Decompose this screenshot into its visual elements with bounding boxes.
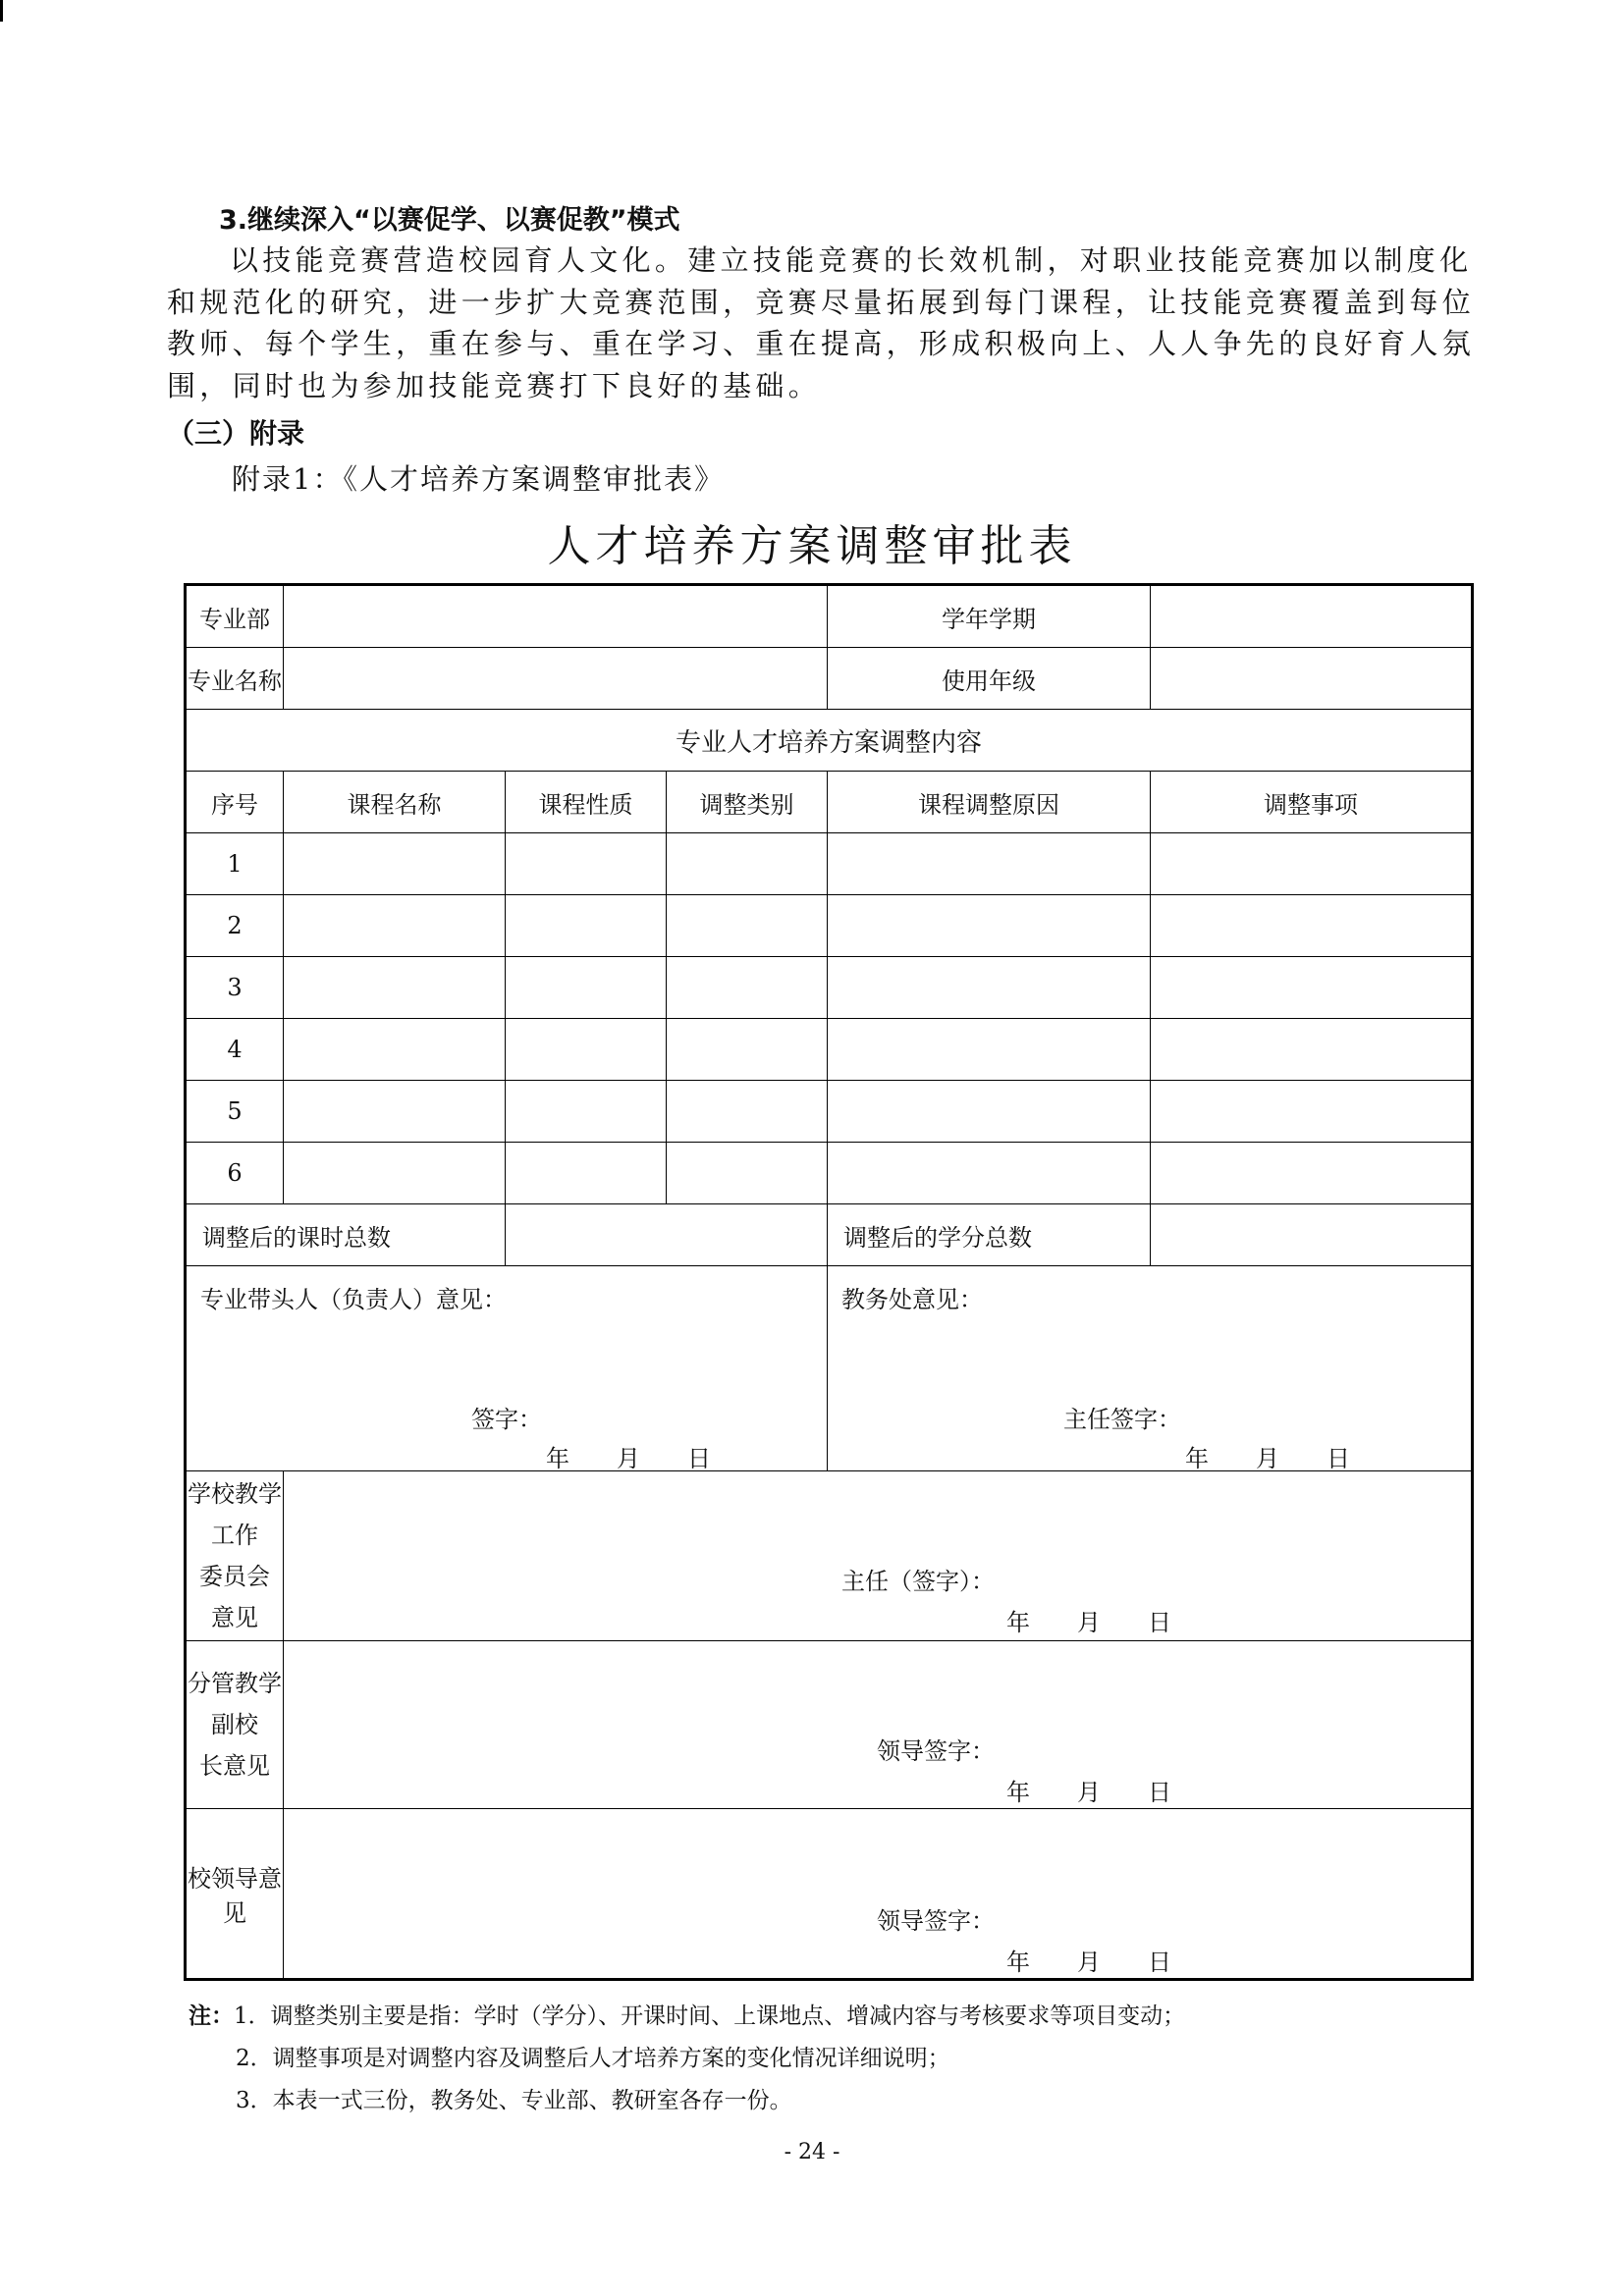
course-name-cell[interactable] [284, 1081, 506, 1143]
table-row [186, 833, 1473, 895]
dept-label-cell [186, 585, 284, 648]
table-row [186, 1143, 1473, 1204]
term-label-cell [828, 585, 1151, 648]
major-label-cell [186, 648, 284, 710]
grade-label: 使用年级 [942, 667, 1037, 695]
adjust-type-cell[interactable] [667, 1081, 828, 1143]
grade-label-cell [828, 648, 1151, 710]
vp-label-cell [186, 1641, 284, 1809]
committee-label-cell [186, 1471, 284, 1641]
row-number: 4 [186, 1019, 284, 1081]
row-number: 2 [186, 895, 284, 957]
dept-value-cell[interactable] [284, 585, 828, 648]
course-type-cell[interactable] [506, 1081, 667, 1143]
total-hours-label: 调整后的课时总数 [186, 1204, 506, 1266]
course-name-cell[interactable] [284, 957, 506, 1019]
reason-cell[interactable] [828, 1081, 1151, 1143]
item-cell[interactable] [1151, 895, 1473, 957]
item-cell[interactable] [1151, 1081, 1473, 1143]
paragraph-line: 教师、每个学生，重在参与、重在学习、重在提高，形成积极向上、人人争先的良好育人氛 [167, 327, 1476, 360]
note-item: 2．调整事项是对调整内容及调整后人才培养方案的变化情况详细说明； [236, 2046, 950, 2071]
item-cell[interactable] [1151, 1143, 1473, 1204]
item-cell[interactable] [1151, 1019, 1473, 1081]
course-type-cell[interactable] [506, 895, 667, 957]
body-paragraph [167, 240, 1488, 406]
adjust-type-cell[interactable] [667, 833, 828, 895]
committee-label-line: 意见 [211, 1604, 258, 1631]
school-leader-opinion-cell[interactable] [284, 1809, 1473, 1980]
leader-opinion-cell[interactable] [186, 1266, 828, 1471]
adjust-type-cell[interactable] [667, 1143, 828, 1204]
course-name-cell[interactable] [284, 895, 506, 957]
adjust-type-cell[interactable] [667, 957, 828, 1019]
reason-cell[interactable] [828, 895, 1151, 957]
note-item: 3．本表一式三份，教务处、专业部、教研室各存一份。 [236, 2088, 792, 2113]
course-type-cell[interactable] [506, 1019, 667, 1081]
committee-opinion-cell[interactable] [284, 1471, 1473, 1641]
committee-label-line: 委员会 [199, 1563, 270, 1590]
col-header: 调整事项 [1151, 772, 1473, 833]
school-leader-label: 校领导意见 [188, 1865, 282, 1927]
office-opinion-label: 教务处意见： [841, 1286, 984, 1313]
section-title: （三）附录 [167, 417, 305, 450]
date-label: 年 月 日 [1006, 1609, 1171, 1636]
paragraph-line: 以技能竞赛营造校园育人文化。建立技能竞赛的长效机制，对职业技能竞赛加以制度化 [230, 243, 1473, 277]
col-header: 课程性质 [506, 772, 667, 833]
col-header: 序号 [186, 772, 284, 833]
course-type-cell[interactable] [506, 957, 667, 1019]
subsection-heading: 3.继续深入“以赛促学、以赛促教”模式 [219, 205, 680, 236]
signature-label: 签字： [471, 1406, 542, 1433]
row-number: 5 [186, 1081, 284, 1143]
content-header: 专业人才培养方案调整内容 [676, 727, 983, 758]
table-row [186, 1081, 1473, 1143]
page-number: - 24 - [784, 2140, 840, 2164]
leader-signature-label: 领导签字： [877, 1737, 995, 1765]
adjust-type-cell[interactable] [667, 1019, 828, 1081]
term-value-cell[interactable] [1151, 585, 1473, 648]
total-credits-label: 调整后的学分总数 [828, 1204, 1151, 1266]
notes-prefix: 注： [189, 2003, 234, 2029]
item-cell[interactable] [1151, 833, 1473, 895]
paragraph-line: 围，同时也为参加技能竞赛打下良好的基础。 [167, 368, 822, 402]
reason-cell[interactable] [828, 957, 1151, 1019]
note-item: 1．调整类别主要是指：学时（学分）、开课时间、上课地点、增减内容与考核要求等项目变动； [234, 2003, 1186, 2029]
row-number: 6 [186, 1143, 284, 1204]
director-signature-label: 主任签字： [1063, 1406, 1182, 1433]
reason-cell[interactable] [828, 833, 1151, 895]
committee-label-line: 学校教学工作 [188, 1480, 282, 1549]
date-label: 年 月 日 [546, 1445, 711, 1472]
committee-signature-label: 主任（签字）： [841, 1568, 995, 1595]
reason-cell[interactable] [828, 1143, 1151, 1204]
paragraph-line: 和规范化的研究，进一步扩大竞赛范围，竞赛尽量拓展到每门课程，让技能竞赛覆盖到每位 [167, 285, 1476, 319]
row-number: 3 [186, 957, 284, 1019]
course-name-cell[interactable] [284, 833, 506, 895]
table-row [186, 895, 1473, 957]
table-row [186, 1019, 1473, 1081]
date-label: 年 月 日 [1006, 1949, 1171, 1976]
major-label: 专业名称 [188, 667, 282, 695]
vp-opinion-cell[interactable] [284, 1641, 1473, 1809]
appendix-line: 附录1：《人才培养方案调整审批表》 [232, 462, 725, 496]
office-opinion-cell[interactable] [828, 1266, 1473, 1471]
col-header: 课程调整原因 [828, 772, 1151, 833]
col-header: 调整类别 [667, 772, 828, 833]
course-type-cell[interactable] [506, 1143, 667, 1204]
table-row [186, 957, 1473, 1019]
dept-label: 专业部 [199, 605, 270, 633]
row-number: 1 [186, 833, 284, 895]
vp-label-line: 分管教学副校 [188, 1670, 282, 1738]
vp-label-line: 长意见 [199, 1752, 270, 1780]
term-label: 学年学期 [942, 605, 1037, 633]
date-label: 年 月 日 [1185, 1445, 1351, 1472]
item-cell[interactable] [1151, 957, 1473, 1019]
reason-cell[interactable] [828, 1019, 1151, 1081]
leader-signature-label: 领导签字： [877, 1907, 995, 1935]
major-value-cell[interactable] [284, 648, 828, 710]
leader-opinion-label: 专业带头人（负责人）意见： [200, 1286, 507, 1313]
total-credits-value[interactable] [1151, 1204, 1473, 1266]
approval-form [184, 583, 1474, 1981]
corner-mark [0, 0, 3, 22]
notes [189, 1996, 1185, 2122]
school-leader-label-cell [186, 1809, 284, 1980]
date-label: 年 月 日 [1006, 1779, 1171, 1806]
course-type-cell[interactable] [506, 833, 667, 895]
content-header-cell [186, 710, 1473, 772]
course-name-cell[interactable] [284, 1143, 506, 1204]
total-hours-value[interactable] [506, 1204, 828, 1266]
form-title: 人才培养方案调整审批表 [547, 521, 1077, 571]
col-header: 课程名称 [284, 772, 506, 833]
grade-value-cell[interactable] [1151, 648, 1473, 710]
adjust-type-cell[interactable] [667, 895, 828, 957]
course-name-cell[interactable] [284, 1019, 506, 1081]
